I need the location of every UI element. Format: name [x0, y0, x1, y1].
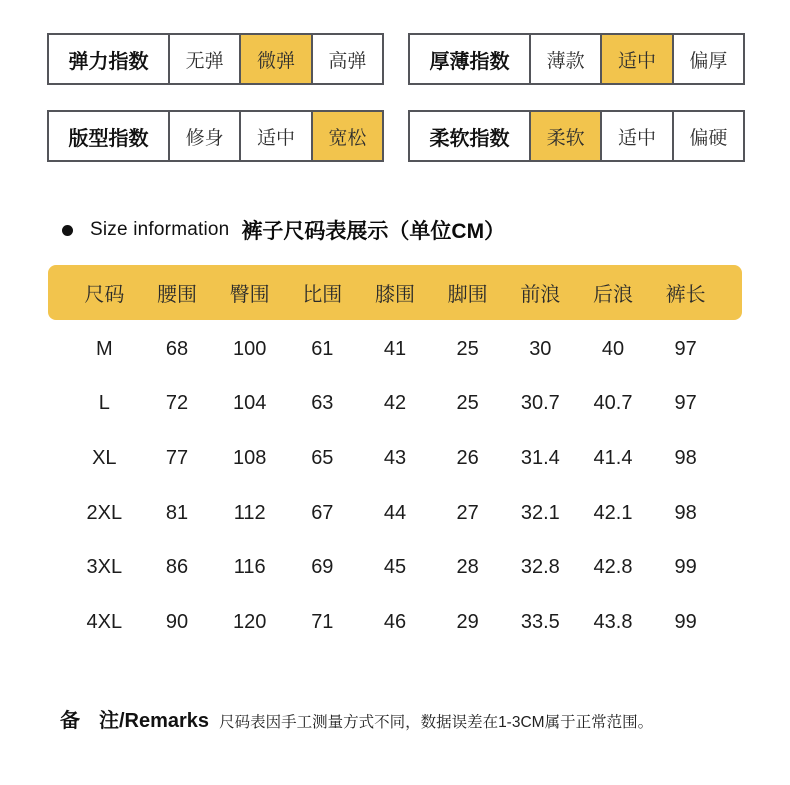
- size-table-cell: 97: [674, 392, 697, 415]
- size-table-cell: 116: [233, 556, 266, 579]
- size-table-cell: 44: [383, 501, 407, 524]
- index-table-1: [408, 33, 745, 85]
- size-title-en: Size information: [90, 219, 230, 240]
- size-table-cell: 25: [456, 392, 479, 415]
- size-table-cell: 42.8: [593, 556, 633, 579]
- size-table-row: [48, 322, 742, 377]
- size-table-cell: 67: [311, 501, 334, 524]
- index-option: 偏硬: [672, 112, 743, 160]
- size-table-cell: 30: [529, 337, 552, 360]
- size-table-cell: 28: [456, 556, 479, 579]
- size-table-cell: 29: [456, 610, 479, 633]
- size-table-header-cell: 前浪: [520, 284, 561, 306]
- attribute-index-tables: [47, 33, 745, 162]
- size-table-cell: 72: [165, 392, 189, 415]
- size-table-cell: 26: [456, 446, 479, 469]
- size-table-cell: 99: [674, 610, 697, 633]
- size-table-cell: 98: [674, 501, 697, 524]
- size-table-cell: 32.8: [520, 556, 560, 579]
- size-table-cell: 71: [311, 610, 334, 633]
- index-option: 无弹: [185, 50, 224, 72]
- size-table-cell: 2XL: [86, 501, 123, 524]
- size-table-body: [48, 322, 742, 650]
- size-table-cell: 43.8: [593, 610, 633, 633]
- size-table-cell: 69: [311, 556, 334, 579]
- remarks-text: 尺码表因手工测量方式不同，数据误差在1-3CM属于正常范围。: [219, 714, 654, 731]
- index-option: 偏厚: [672, 35, 743, 83]
- size-table-row: [48, 540, 742, 595]
- index-table-label: 版型指数: [49, 112, 170, 160]
- size-table-cell: L: [98, 392, 110, 415]
- size-table-cell: 97: [674, 337, 697, 360]
- index-option: 高弹: [311, 35, 382, 83]
- size-table-row: [48, 377, 742, 432]
- size-table-cell: 104: [232, 392, 267, 415]
- size-table-header-cell: 膝围: [374, 284, 415, 306]
- size-table-cell: 31.4: [520, 446, 560, 469]
- bullet-icon: [62, 225, 73, 236]
- size-table-cell: 42.1: [593, 501, 633, 524]
- size-table-cell: 43: [383, 446, 407, 469]
- index-table-label: 弹力指数: [49, 35, 170, 83]
- remarks-label-en: 注/Remarks: [99, 710, 210, 732]
- size-table-cell: 61: [311, 337, 334, 360]
- index-option: 适中: [600, 112, 671, 160]
- size-table-cell: 3XL: [86, 556, 123, 579]
- size-table-cell: 41.4: [593, 446, 633, 469]
- index-option-selected: 微弹: [239, 35, 310, 83]
- size-table-cell: 81: [165, 501, 189, 524]
- size-table-cell: 46: [383, 610, 407, 633]
- size-table-cell: 108: [232, 446, 267, 469]
- size-table-cell: 40: [601, 337, 625, 360]
- size-table-cell: 42: [383, 392, 407, 415]
- size-table-row: [48, 486, 742, 541]
- index-table-label: 柔软指数: [410, 112, 531, 160]
- size-table-row: [48, 595, 742, 650]
- size-title-zh: 裤子尺码表展示（单位CM）: [241, 220, 506, 243]
- size-section-title: [62, 216, 505, 244]
- index-option-selected: 宽松: [311, 112, 382, 160]
- size-table-header-cell: 尺码: [84, 284, 125, 306]
- size-table-cell: 63: [311, 392, 334, 415]
- size-table-cell: XL: [92, 446, 117, 469]
- remarks: [60, 704, 766, 733]
- size-table-cell: 120: [232, 610, 267, 633]
- size-table-cell: 25: [456, 337, 479, 360]
- size-table-header-cell: 脚围: [447, 284, 488, 306]
- size-table-cell: 4XL: [86, 610, 123, 633]
- index-table-0: [47, 33, 384, 85]
- size-table-cell: 65: [311, 446, 334, 469]
- index-table-3: [408, 110, 745, 162]
- size-table-cell: 98: [674, 446, 697, 469]
- size-table-cell: M: [95, 337, 113, 360]
- size-table-cell: 90: [165, 610, 189, 633]
- size-table-header-cell: 比围: [302, 284, 343, 306]
- size-table-cell: 32.1: [520, 501, 560, 524]
- size-table-cell: 99: [674, 556, 697, 579]
- size-table-cell: 68: [165, 337, 189, 360]
- size-table-header-cell: 后浪: [592, 284, 633, 306]
- index-option-selected: 适中: [600, 35, 671, 83]
- size-table-cell: 86: [165, 556, 189, 579]
- size-table-cell: 33.5: [520, 610, 560, 633]
- size-table-row: [48, 431, 742, 486]
- index-table-2: [47, 110, 384, 162]
- size-table-cell: 30.7: [520, 392, 560, 415]
- size-table-cell: 45: [383, 556, 407, 579]
- size-table-cell: 41: [383, 337, 407, 360]
- index-option: 适中: [239, 112, 310, 160]
- size-table-cell: 77: [165, 446, 189, 469]
- index-option: 薄款: [546, 50, 585, 72]
- remarks-label-zh: 备: [60, 710, 80, 732]
- index-option-selected: 柔软: [531, 112, 600, 160]
- size-table-header-cell: 腰围: [156, 284, 197, 306]
- size-table-cell: 27: [456, 501, 479, 524]
- size-table-header-row: [48, 265, 742, 320]
- size-table-cell: 112: [233, 501, 266, 524]
- size-table-header-cell: 臀围: [229, 284, 270, 306]
- size-table-cell: 40.7: [593, 392, 633, 415]
- size-table-header-cell: 裤长: [665, 284, 706, 306]
- index-option: 修身: [185, 127, 224, 149]
- size-table-cell: 100: [232, 337, 267, 360]
- index-table-label: 厚薄指数: [410, 35, 531, 83]
